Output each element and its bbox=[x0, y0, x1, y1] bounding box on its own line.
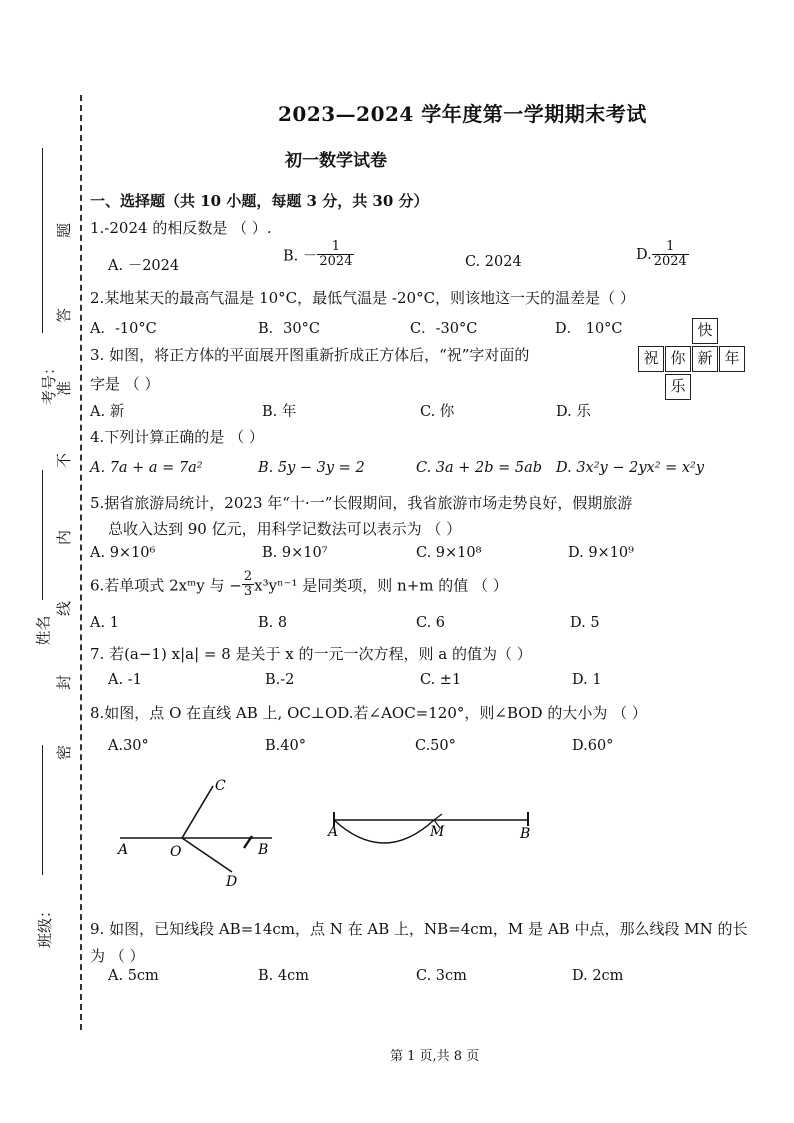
q1-option-d-prefix: D. bbox=[636, 246, 652, 263]
q1-b-denominator: 2024 bbox=[319, 254, 353, 270]
q5-option-b: B. 9×10⁷ bbox=[262, 545, 328, 561]
q6-stem-fraction bbox=[242, 570, 254, 600]
exam-no-label: 考号： bbox=[40, 359, 59, 406]
q2-option-d: D． 10°C bbox=[555, 321, 623, 337]
q8-option-c: C.50° bbox=[415, 738, 456, 754]
angle-figure bbox=[110, 772, 290, 890]
label-c: C bbox=[215, 778, 226, 794]
cube-net-cell-kuai: 快 bbox=[692, 318, 718, 344]
q8-option-d: D.60° bbox=[572, 738, 614, 754]
exam-no-write-line bbox=[42, 148, 43, 333]
label-a: A bbox=[118, 842, 129, 858]
q6-stem-pre: 6.若单项式 2xᵐy 与 − bbox=[90, 576, 242, 595]
q5-stem-line1: 5.据省旅游局统计，2023 年“十·一”长假期间，我省旅游市场走势良好，假期旅游 bbox=[90, 494, 633, 512]
cube-net-cell-nian: 年 bbox=[719, 346, 745, 372]
class-label: 班级： bbox=[36, 902, 55, 949]
q1-option-c: C. 2024 bbox=[465, 254, 522, 270]
q6-denominator: 3 bbox=[243, 584, 253, 600]
q1-option-b-fraction bbox=[317, 240, 354, 270]
q7-option-c: C. ±1 bbox=[420, 672, 462, 688]
q9-option-d: D. 2cm bbox=[572, 968, 624, 984]
q3-stem-line2: 字是 （ ） bbox=[90, 375, 160, 393]
q9-option-a: A. 5cm bbox=[108, 968, 159, 984]
q1-d-numerator: 1 bbox=[652, 240, 689, 255]
q9-option-b: B. 4cm bbox=[258, 968, 309, 984]
q4-option-c: C. 3a + 2b = 5ab bbox=[416, 460, 543, 476]
seal-char-xian: 线 bbox=[55, 600, 74, 617]
label-b: B bbox=[258, 842, 269, 858]
q2-stem: 2.某地某天的最高气温是 10°C，最低气温是 -20°C，则该地这一天的温差是（ ） bbox=[90, 289, 635, 307]
exam-title: 2023—2024 学年度第一学期期末考试 bbox=[278, 102, 647, 126]
q4-option-b: B. 5y − 3y = 2 bbox=[258, 460, 365, 476]
q6-stem-post: x³yⁿ⁻¹ 是同类项，则 n+m 的值 （ ） bbox=[254, 576, 508, 595]
name-write-line bbox=[42, 470, 43, 600]
seal-char-zhun: 准 bbox=[55, 380, 74, 397]
ray-od bbox=[182, 838, 232, 872]
q5-option-a: A. 9×10⁶ bbox=[90, 545, 156, 561]
q2-option-b: B．30°C bbox=[258, 321, 320, 337]
class-write-line bbox=[42, 745, 43, 875]
q7-stem: 7. 若(a−1) x|a| = 8 是关于 x 的一元一次方程，则 a 的值为（ ） bbox=[90, 645, 532, 663]
seal-char-da: 答 bbox=[55, 307, 74, 324]
q1-d-denominator: 2024 bbox=[653, 254, 687, 270]
seg-label-b: B bbox=[520, 826, 531, 842]
seal-char-feng: 封 bbox=[55, 674, 74, 691]
page-footer: 第 1 页,共 8 页 bbox=[390, 1049, 480, 1064]
q4-stem: 4.下列计算正确的是 （ ） bbox=[90, 428, 264, 446]
exam-subtitle: 初一数学试卷 bbox=[285, 151, 387, 171]
q6-option-c: C. 6 bbox=[416, 615, 446, 631]
binding-dashed-line bbox=[80, 95, 82, 1030]
q6-stem bbox=[90, 570, 508, 600]
q3-option-d: D. 乐 bbox=[556, 404, 591, 420]
q2-option-a: A．-10°C bbox=[90, 321, 157, 337]
label-o: O bbox=[170, 844, 182, 860]
q7-option-d: D. 1 bbox=[572, 672, 602, 688]
seg-label-m: M bbox=[430, 824, 445, 840]
segment-figure bbox=[322, 796, 542, 856]
cube-net-cell-ni: 你 bbox=[665, 346, 691, 372]
q9-stem-line1: 9. 如图，已知线段 AB=14cm，点 N 在 AB 上，NB=4cm，M 是 AB 中点，那么线段 MN 的长 bbox=[90, 920, 748, 938]
q8-option-b: B.40° bbox=[265, 738, 306, 754]
q4-option-a: A. 7a + a = 7a² bbox=[90, 460, 203, 476]
q7-option-b: B.-2 bbox=[265, 672, 295, 688]
q1-option-b-prefix: B. － bbox=[283, 248, 318, 265]
q9-stem-line2: 为 （ ） bbox=[90, 947, 145, 965]
q3-option-a: A. 新 bbox=[90, 404, 125, 420]
q6-option-a: A. 1 bbox=[90, 615, 119, 631]
section-1-heading: 一、选择题（共 10 小题，每题 3 分，共 30 分） bbox=[90, 192, 429, 210]
q8-option-a: A.30° bbox=[108, 738, 149, 754]
q5-stem-line2: 总收入达到 90 亿元，用科学记数法可以表示为 （ ） bbox=[108, 520, 462, 538]
q6-numerator: 2 bbox=[243, 569, 253, 584]
q3-option-b: B. 年 bbox=[262, 404, 297, 420]
seal-char-bu: 不 bbox=[55, 452, 74, 469]
q1-option-d-fraction bbox=[652, 240, 689, 270]
q1-option-b bbox=[283, 240, 354, 270]
q1-option-a: A. －2024 bbox=[108, 258, 180, 274]
q8-stem: 8.如图，点 O 在直线 AB 上, OC⊥OD.若∠AOC=120°，则∠BOD 的大小为 （ ） bbox=[90, 704, 647, 722]
q2-option-c: C．-30°C bbox=[410, 321, 478, 337]
seal-char-ti: 题 bbox=[55, 222, 74, 239]
q4-option-d: D. 3x²y − 2yx² = x²y bbox=[556, 460, 705, 476]
q3-stem-line1: 3. 如图，将正方体的平面展开图重新折成正方体后，“祝”字对面的 bbox=[90, 346, 530, 364]
q5-option-c: C. 9×10⁸ bbox=[416, 545, 482, 561]
ray-oc bbox=[182, 786, 213, 838]
q9-option-c: C. 3cm bbox=[416, 968, 467, 984]
q1-b-numerator: 1 bbox=[317, 240, 354, 255]
seg-label-a: A bbox=[328, 824, 339, 840]
q1-stem: 1.-2024 的相反数是 （ ）. bbox=[90, 219, 272, 237]
q1-option-d bbox=[636, 240, 689, 270]
seal-char-mi: 密 bbox=[55, 744, 74, 761]
q7-option-a: A. -1 bbox=[108, 672, 142, 688]
brace-am bbox=[334, 820, 434, 843]
name-label: 姓名 bbox=[34, 615, 53, 646]
q6-option-b: B. 8 bbox=[258, 615, 288, 631]
q3-option-c: C. 你 bbox=[420, 404, 455, 420]
cube-net-cell-xin: 新 bbox=[692, 346, 718, 372]
q5-option-d: D. 9×10⁹ bbox=[568, 545, 634, 561]
label-d: D bbox=[226, 874, 238, 890]
cube-net-cell-le: 乐 bbox=[665, 374, 691, 400]
cube-net-cell-zhu: 祝 bbox=[638, 346, 664, 372]
seal-char-nei: 内 bbox=[55, 529, 74, 546]
q6-option-d: D. 5 bbox=[570, 615, 600, 631]
